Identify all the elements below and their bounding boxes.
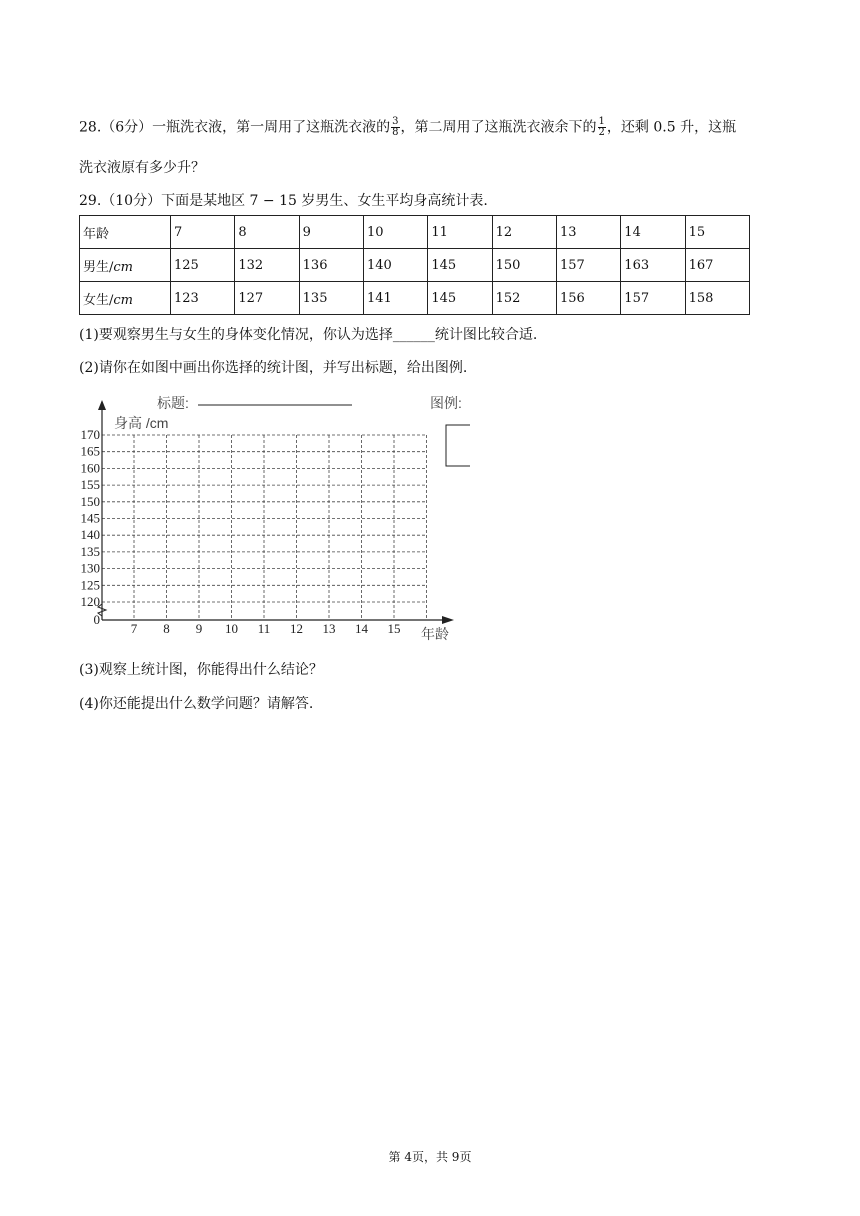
table-cell: 152 — [492, 282, 556, 315]
row-label: 女生/cm — [80, 282, 171, 315]
fraction-three-eighths: $\frac{3}{8}$ — [392, 116, 399, 138]
table-cell: 10 — [363, 216, 427, 249]
y-tick-label: 170 — [80, 427, 100, 442]
table-cell: 7 — [171, 216, 235, 249]
x-tick-label: 15 — [387, 621, 401, 636]
table-row-boys — [80, 249, 750, 282]
x-axis-label: 年龄 — [421, 626, 449, 642]
table-cell: 157 — [556, 249, 620, 282]
q29-intro: 29.（10分）下面是某地区 7 − 15 岁男生、女生平均身高统计表. — [79, 193, 488, 209]
y-axis-arrow-icon — [98, 400, 106, 410]
y-tick-label: 160 — [80, 460, 100, 476]
chart-title-label: 标题: — [157, 395, 189, 411]
x-tick-label: 7 — [130, 621, 138, 636]
y-tick-label: 155 — [80, 477, 100, 493]
fraction-one-half: $\frac{1}{2}$ — [598, 116, 605, 138]
table-cell: 145 — [428, 282, 492, 315]
x-axis-arrow-icon — [442, 616, 454, 624]
table-header-row — [80, 216, 750, 249]
q29-sub3: (3)观察上统计图，你能得出什么结论？ — [79, 662, 323, 678]
table-cell: 8 — [235, 216, 299, 249]
table-cell: 13 — [556, 216, 620, 249]
table-cell: 年龄 — [80, 216, 171, 249]
x-tick-label: 9 — [195, 621, 203, 636]
table-cell: 157 — [621, 282, 685, 315]
x-tick-label: 8 — [163, 621, 170, 636]
table-cell: 11 — [428, 216, 492, 249]
q29-sub4: (4)你还能提出什么数学问题？请解答. — [79, 696, 314, 712]
y-tick-label: 150 — [80, 493, 100, 509]
y-tick-label: 120 — [80, 594, 100, 609]
x-tick-label: 11 — [257, 621, 271, 636]
q28-middle: ，第二周用了这瓶洗衣液余下的 — [400, 119, 597, 136]
table-cell: 150 — [492, 249, 556, 282]
table-cell: 125 — [171, 249, 235, 282]
y-tick-label: 0 — [93, 612, 100, 627]
chart-axes — [98, 400, 454, 624]
x-tick-label: 13 — [322, 621, 336, 636]
q29-sub1: (1)要观察男生与女生的身体变化情况，你认为选择______统计图比较合适. — [79, 327, 538, 343]
height-stats-table — [79, 215, 750, 315]
y-tick-label: 140 — [80, 527, 100, 543]
x-tick-label: 12 — [290, 621, 303, 636]
table-cell: 123 — [171, 282, 235, 315]
table-cell: 135 — [299, 282, 363, 315]
q28-suffix: ，还剩 0.5 升，这瓶 — [606, 119, 737, 136]
row-label: 男生/cm — [80, 249, 171, 282]
blank-line-chart-grid — [70, 388, 470, 643]
y-tick-label: 165 — [80, 443, 100, 459]
y-tick-label: 145 — [80, 510, 100, 526]
y-axis-label: 身高 /cm — [114, 415, 169, 431]
q28-line1 — [79, 117, 736, 138]
chart-gridlines — [102, 435, 427, 620]
table-cell: 9 — [299, 216, 363, 249]
y-tick-label: 130 — [80, 560, 100, 576]
x-tick-label: 10 — [225, 621, 238, 636]
table-cell: 140 — [363, 249, 427, 282]
y-tick-label: 135 — [80, 543, 100, 559]
table-cell: 136 — [299, 249, 363, 282]
table-cell: 14 — [621, 216, 685, 249]
table-cell: 132 — [235, 249, 299, 282]
table-row-girls — [80, 282, 750, 315]
table-cell: 167 — [685, 249, 749, 282]
table-cell: 156 — [556, 282, 620, 315]
q28-line2: 洗衣液原有多少升？ — [79, 160, 205, 176]
x-tick-label: 14 — [355, 621, 368, 636]
table-cell: 158 — [685, 282, 749, 315]
y-tick-label: 125 — [80, 577, 100, 593]
table-cell: 12 — [492, 216, 556, 249]
q28-prefix: 28.（6分）一瓶洗衣液，第一周用了这瓶洗衣液的 — [79, 119, 391, 136]
table-cell: 15 — [685, 216, 749, 249]
legend-title-label: 图例: — [430, 395, 462, 411]
q29-sub2: (2)请你在如图中画出你选择的统计图，并写出标题，给出图例. — [79, 360, 468, 376]
legend-box — [446, 425, 470, 466]
page-footer: 第 4页，共 9页 — [388, 1150, 472, 1164]
table-cell: 145 — [428, 249, 492, 282]
table-cell: 163 — [621, 249, 685, 282]
table-cell: 141 — [363, 282, 427, 315]
table-cell: 127 — [235, 282, 299, 315]
